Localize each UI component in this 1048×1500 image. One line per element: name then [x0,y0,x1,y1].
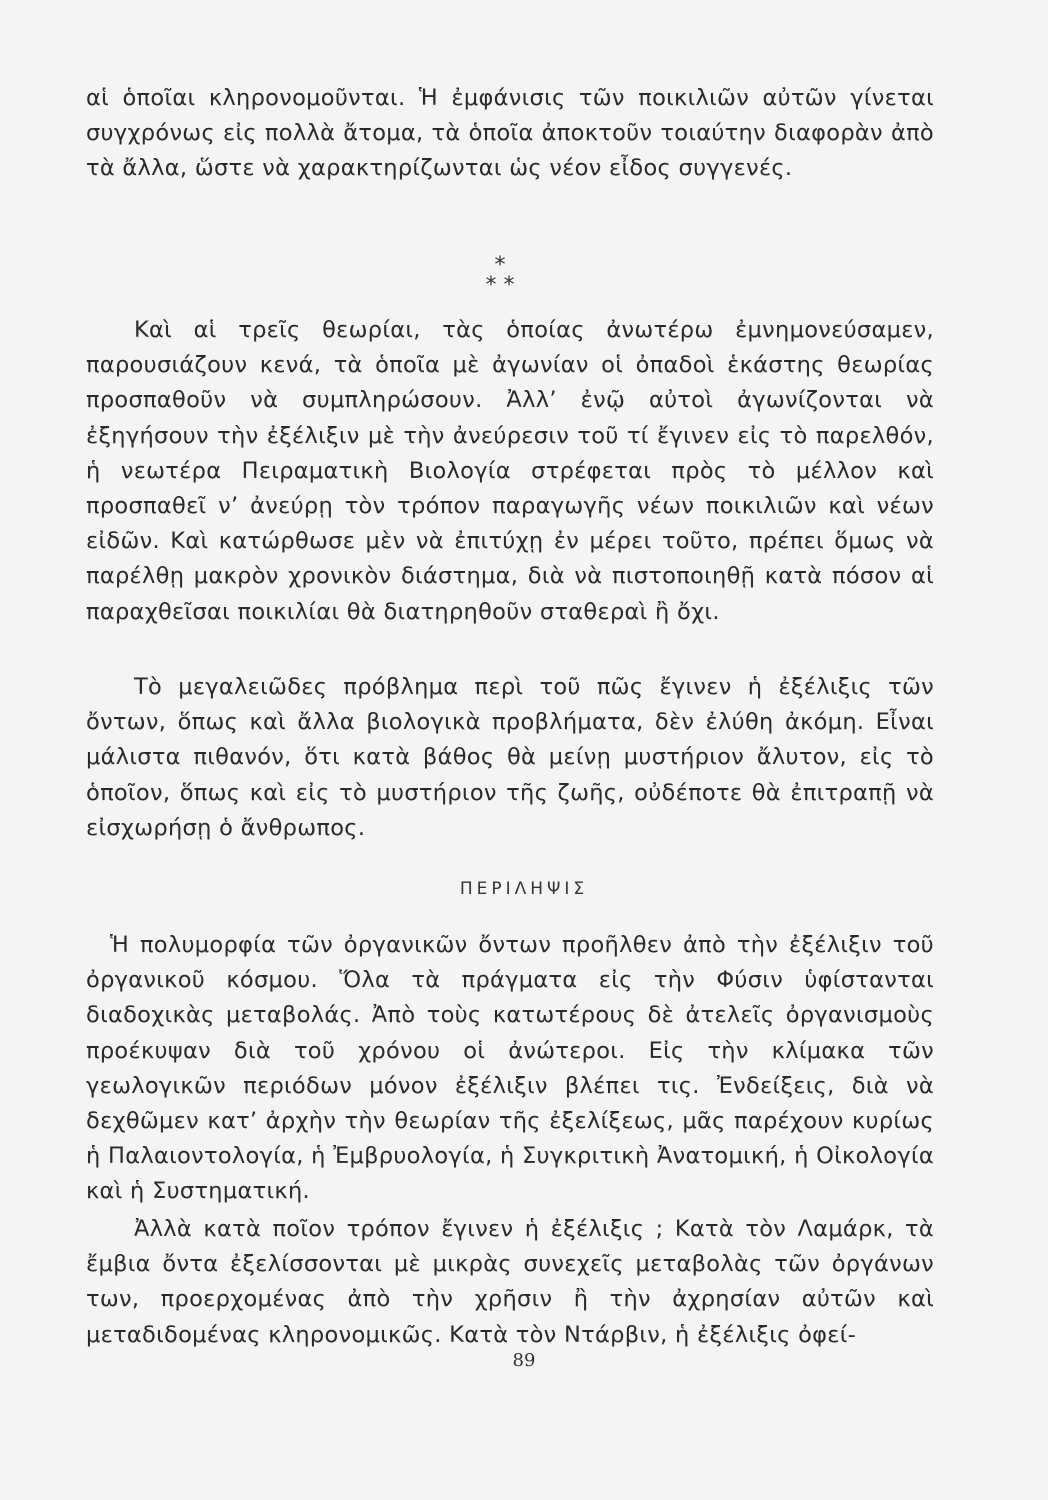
paragraph-continuation: αἱ ὁποῖαι κληρονομοῦνται. Ἡ ἐμφάνισις τῶν ποικιλιῶν αὐτῶν γίνεται συγχρόνως εἰς πολλὰ ἄτομα, τὰ ὁποῖα ἀποκτοῦν τοιαύτην διαφορὰν ἀπὸ τὰ ἄλλα, ὥστε νὰ χαρακτηρίζωνται ὡς νέον εἶδος συγγενές. [86,85,934,182]
separator-top-star: * [494,253,506,278]
summary-paragraph-2: Ἀλλὰ κατὰ ποῖον τρόπον ἔγινεν ἡ ἐξέλιξις ; Κατὰ τὸν Λαμάρκ, τὰ ἔμβια ὄντα ἐξελίσσονται μὲ μικρὰς συνεχεῖς μεταβολὰς τῶν ὀργάνων των, προερχομένας ἀπὸ τὴν χρῆσιν ἢ τὴν ἀχρησίαν αὐτῶν καὶ μεταδιδομένας κληρονομικῶς. Κατὰ τὸν Ντάρβιν, ἡ ἐξέλιξις ὀφεί- [86,1216,934,1348]
paragraph-three-theories: Καὶ αἱ τρεῖς θεωρίαι, τὰς ὁποίας ἀνωτέρω ἐμνημονεύσαμεν, παρουσιάζουν κενά, τὰ ὁποῖα μὲ ἀγωνίαν οἱ ὀπαδοὶ ἑκάστης θεωρίας προσπαθοῦν νὰ συμπληρώσουν. Ἀλλ’ ἐνῷ αὐτοὶ ἀγωνίζονται νὰ ἐξηγήσουν τὴν ἐξέλιξιν μὲ τὴν ἀνεύρεσιν τοῦ τί ἔγινεν εἰς τὸ παρελθόν, ἡ νεωτέρα Πειραματικὴ Βιολογία στρέφεται πρὸς τὸ μέλλον καὶ προσπαθεῖ ν’ ἀνεύρῃ τὸν τρόπον παραγωγῆς νέων ποικιλιῶν καὶ νέων εἰδῶν. Καὶ κατώρθωσε μὲν νὰ ἐπιτύχῃ ἐν μέρει τοῦτο, πρέπει ὅμως νὰ παρέλθῃ μακρὸν χρονικὸν διάστημα, διὰ νὰ πιστοποιηθῇ κατὰ πόσον αἱ παραχθεῖσαι ποικιλίαι θὰ διατηρηθοῦν σταθεραὶ ἢ ὄχι. [86,317,934,625]
paragraph-great-problem: Τὸ μεγαλειῶδες πρόβλημα περὶ τοῦ πῶς ἔγινεν ἡ ἐξέλιξις τῶν ὄντων, ὅπως καὶ ἄλλα βιολογικὰ προβλήματα, δὲν ἐλύθη ἀκόμη. Εἶναι μάλιστα πιθανόν, ὅτι κατὰ βάθος θὰ μείνῃ μυστήριον ἄλυτον, εἰς τὸ ὁποῖον, ὅπως καὶ εἰς τὸ μυστήριον τῆς ζωῆς, οὐδέποτε θὰ ἐπιτραπῇ νὰ εἰσχωρήσῃ ὁ ἄνθρωπος. [86,674,934,841]
separator-bottom-stars: * * [485,273,515,298]
summary-paragraph-1: Ἡ πολυμορφία τῶν ὀργανικῶν ὄντων προῆλθεν ἀπὸ τὴν ἐξέλιξιν τοῦ ὀργανικοῦ κόσμου. Ὅλα τὰ πράγματα εἰς τὴν Φύσιν ὑφίστανται διαδοχικὰς μεταβολάς. Ἀπὸ τοὺς κατωτέρους δὲ ἀτελεῖς ὀργανισμοὺς προέκυψαν διὰ τοῦ χρόνου οἱ ἀνώτεροι. Εἰς τὴν κλίμακα τῶν γεωλογικῶν περιόδων μόνον ἐξέλιξιν βλέπει τις. Ἐνδείξεις, διὰ νὰ δεχθῶμεν κατ’ ἀρχὴν τὴν θεωρίαν τῆς ἐξελίξεως, μᾶς παρέχουν κυρίως ἡ Παλαιοντολογία, ἡ Ἐμβρυολογία, ἡ Συγκριτικὴ Ἀνατομική, ἡ Οἰκολογία καὶ ἡ Συστηματική. [86,932,934,1205]
section-separator-asterisks [460,253,540,298]
page-number: 89 [512,1350,536,1371]
summary-heading: ΠΕΡΙΛΗΨΙΣ [459,879,589,899]
